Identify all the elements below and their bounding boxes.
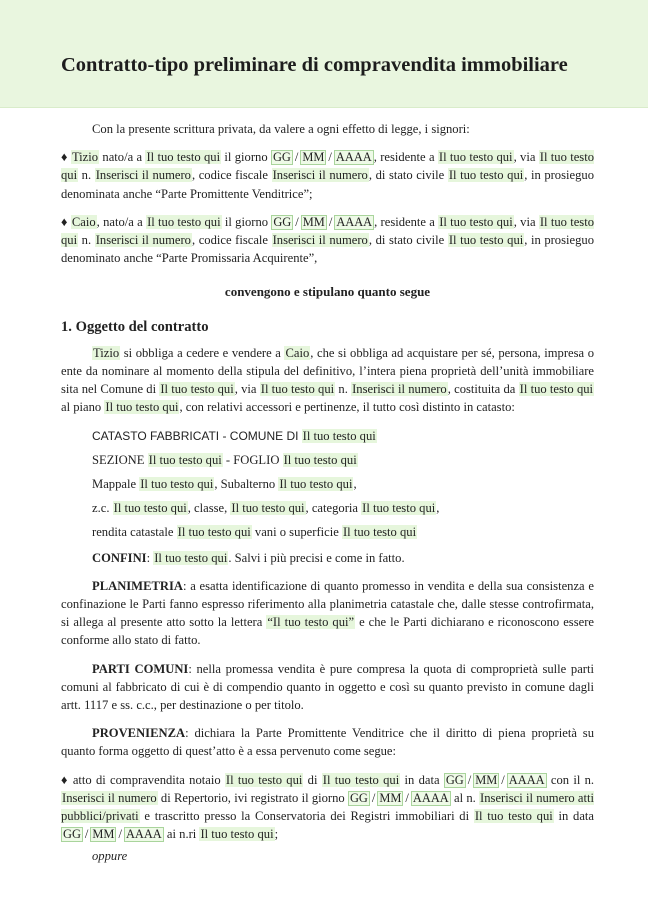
document-title: Contratto-tipo preliminare di compravendita immobiliare bbox=[61, 54, 568, 76]
date-field[interactable]: GG / MM / AAAA bbox=[272, 150, 372, 165]
text-field[interactable]: Il tuo testo qui bbox=[302, 428, 376, 443]
text-field[interactable]: Il tuo testo qui bbox=[439, 214, 513, 229]
date-field[interactable]: GG / MM / AAAA bbox=[273, 214, 373, 229]
catasto-line: Mappale Il tuo testo qui, Subalterno Il tuo testo qui, bbox=[92, 476, 357, 491]
text-field[interactable]: Il tuo testo qui bbox=[200, 827, 274, 842]
party-name-field[interactable]: Caio bbox=[71, 214, 96, 229]
catasto-line: CATASTO FABBRICATI - COMUNE DI Il tuo testo qui bbox=[92, 428, 376, 443]
document-body bbox=[61, 120, 594, 876]
text-field[interactable]: Il tuo testo qui bbox=[113, 500, 187, 515]
convengono-heading: convengono e stipulano quanto segue bbox=[224, 284, 431, 300]
party-name-field[interactable]: Tizio bbox=[71, 150, 99, 165]
bullet-icon: ♦ bbox=[61, 772, 69, 787]
section-1-heading: 1. Oggetto del contratto bbox=[61, 318, 209, 335]
party-seller-paragraph: ♦ Tizio nato/a a Il tuo testo qui il giorno GG / MM / AAAA , residente a Il tuo testo qui, via Il tuo testo qui n. Inserisci il numero, codice fiscale Inserisci il numero, di stato civile Il tuo testo qui, in prosieguo denominata anche “Parte Promittente Venditrice”; bbox=[61, 150, 594, 201]
text-field[interactable]: Il tuo testo qui bbox=[160, 382, 234, 397]
object-paragraph: Tizio si obbliga a cedere e vendere a Caio, che si obbliga ad acquistare per sé, persona, impresa o ente da nominare al momento della stipula del definitivo, l’intera piena proprietà dell’unità immobiliare sita nel Comune di Il tuo testo qui, via Il tuo testo qui n. Inserisci il numero, costituita da Il tuo testo qui al piano Il tuo testo qui, con relativi accessori e pertinenze, il tutto così distinto in catasto: bbox=[61, 345, 595, 415]
text-field[interactable]: Il tuo testo qui bbox=[260, 382, 335, 397]
text-field[interactable]: Il tuo testo qui bbox=[448, 168, 524, 183]
number-field[interactable]: Inserisci il numero bbox=[95, 168, 191, 183]
text-field[interactable]: Il tuo testo qui bbox=[225, 772, 303, 787]
party-name-field[interactable]: Caio bbox=[285, 345, 310, 360]
planimetria-paragraph: PLANIMETRIA: a esatta identificazione di quanto promesso in vendita e della sua consistenza e confinazione le Parti fanno espresso riferimento alla planimetria catastale che, dalle stesse controfirmata, si allega al presente atto sotto la lettera “Il tuo testo qui” e che le Parti dichiarano e riconoscono essere conforme allo stato di fatto. bbox=[61, 578, 594, 648]
catasto-line: rendita catastale Il tuo testo qui vani o superficie Il tuo testo qui bbox=[92, 524, 417, 539]
date-field[interactable]: GG / MM / AAAA bbox=[445, 772, 545, 787]
text-field[interactable]: Il tuo testo qui bbox=[61, 150, 594, 183]
text-field[interactable]: Il tuo testo qui bbox=[322, 772, 400, 787]
number-field[interactable]: Inserisci il numero bbox=[95, 233, 191, 248]
parti-comuni-paragraph: PARTI COMUNI: nella promessa vendita è pure compresa la quota di comproprietà sulle parti comuni al fabbricato di cui è di compendio quanto in oggetto e così su quanto previsto in comune dagli artt. 1117 e ss. c.c., per destinazione o per titolo. bbox=[61, 661, 594, 713]
text-field[interactable]: Il tuo testo qui bbox=[342, 524, 417, 539]
party-buyer-paragraph: ♦ Caio, nato/a a Il tuo testo qui il giorno GG / MM / AAAA , residente a Il tuo testo qui, via Il tuo testo qui n. Inserisci il numero, codice fiscale Inserisci il numero, di stato civile Il tuo testo qui, in prosieguo denominato anche “Parte Promissaria Acquirente”, bbox=[61, 214, 594, 266]
text-field[interactable]: Il tuo testo qui bbox=[154, 550, 228, 565]
text-field[interactable]: Il tuo testo qui bbox=[438, 150, 513, 165]
text-field[interactable]: Il tuo testo qui bbox=[474, 809, 553, 824]
date-field[interactable]: GG / MM / AAAA bbox=[63, 827, 162, 842]
text-field[interactable]: Il tuo testo qui bbox=[519, 382, 594, 397]
bullet-icon: ♦ bbox=[61, 214, 68, 229]
number-field[interactable]: Inserisci il numero bbox=[272, 168, 368, 183]
confini-paragraph: CONFINI: Il tuo testo qui. Salvi i più precisi e come in fatto. bbox=[92, 550, 405, 565]
text-field[interactable]: Il tuo testo qui bbox=[283, 452, 357, 467]
text-field[interactable]: Il tuo testo qui bbox=[231, 500, 305, 515]
text-field[interactable]: Il tuo testo qui bbox=[140, 476, 214, 491]
intro-paragraph: Con la presente scrittura privata, da valere a ogni effetto di legge, i signori: bbox=[92, 122, 470, 136]
catasto-line: SEZIONE Il tuo testo qui - FOGLIO Il tuo testo qui bbox=[92, 452, 357, 467]
party-name-field[interactable]: Tizio bbox=[93, 345, 120, 360]
document-header bbox=[0, 0, 648, 108]
oppure-text: oppure bbox=[92, 849, 128, 864]
provenienza-paragraph: PROVENIENZA: dichiara la Parte Promittente Venditrice che il diritto di piena proprietà su quanto forma oggetto di quest’atto è a essa pervenuto come segue: bbox=[61, 726, 594, 759]
text-field[interactable]: Il tuo testo qui bbox=[61, 214, 594, 248]
text-field[interactable]: Il tuo testo qui bbox=[362, 500, 436, 515]
text-field[interactable]: Il tuo testo qui bbox=[105, 400, 179, 415]
number-field[interactable]: Inserisci il numero bbox=[352, 382, 447, 397]
text-field[interactable]: Il tuo testo qui bbox=[177, 524, 251, 539]
text-field[interactable]: Il tuo testo qui bbox=[279, 476, 353, 491]
bullet-icon: ♦ bbox=[61, 150, 68, 165]
text-field[interactable]: Il tuo testo qui bbox=[146, 150, 221, 165]
atto-paragraph: ♦ atto di compravendita notaio Il tuo testo qui di Il tuo testo qui in data GG / MM / AAAA con il n. Inserisci il numero di Repertorio, ivi registrato il giorno GG / MM / AAAA al n. Inserisci il numero atti pubblici/privati e trascritto presso la Conservatoria dei Registri immobiliari di Il tuo testo qui in data GG / MM / AAAA ai n.ri Il tuo testo qui; bbox=[61, 772, 595, 842]
number-field[interactable]: Inserisci il numero bbox=[62, 790, 157, 805]
date-field[interactable]: GG / MM / AAAA bbox=[349, 790, 449, 805]
number-field[interactable]: Inserisci il numero atti pubblici/privati bbox=[61, 790, 595, 824]
text-field[interactable]: Il tuo testo qui bbox=[147, 214, 221, 229]
catasto-line: z.c. Il tuo testo qui, classe, Il tuo testo qui, categoria Il tuo testo qui, bbox=[92, 500, 440, 515]
text-field[interactable]: Il tuo testo qui bbox=[148, 452, 222, 467]
number-field[interactable]: Inserisci il numero bbox=[272, 233, 368, 248]
text-field[interactable]: “Il tuo testo qui” bbox=[267, 615, 355, 630]
text-field[interactable]: Il tuo testo qui bbox=[448, 233, 524, 248]
